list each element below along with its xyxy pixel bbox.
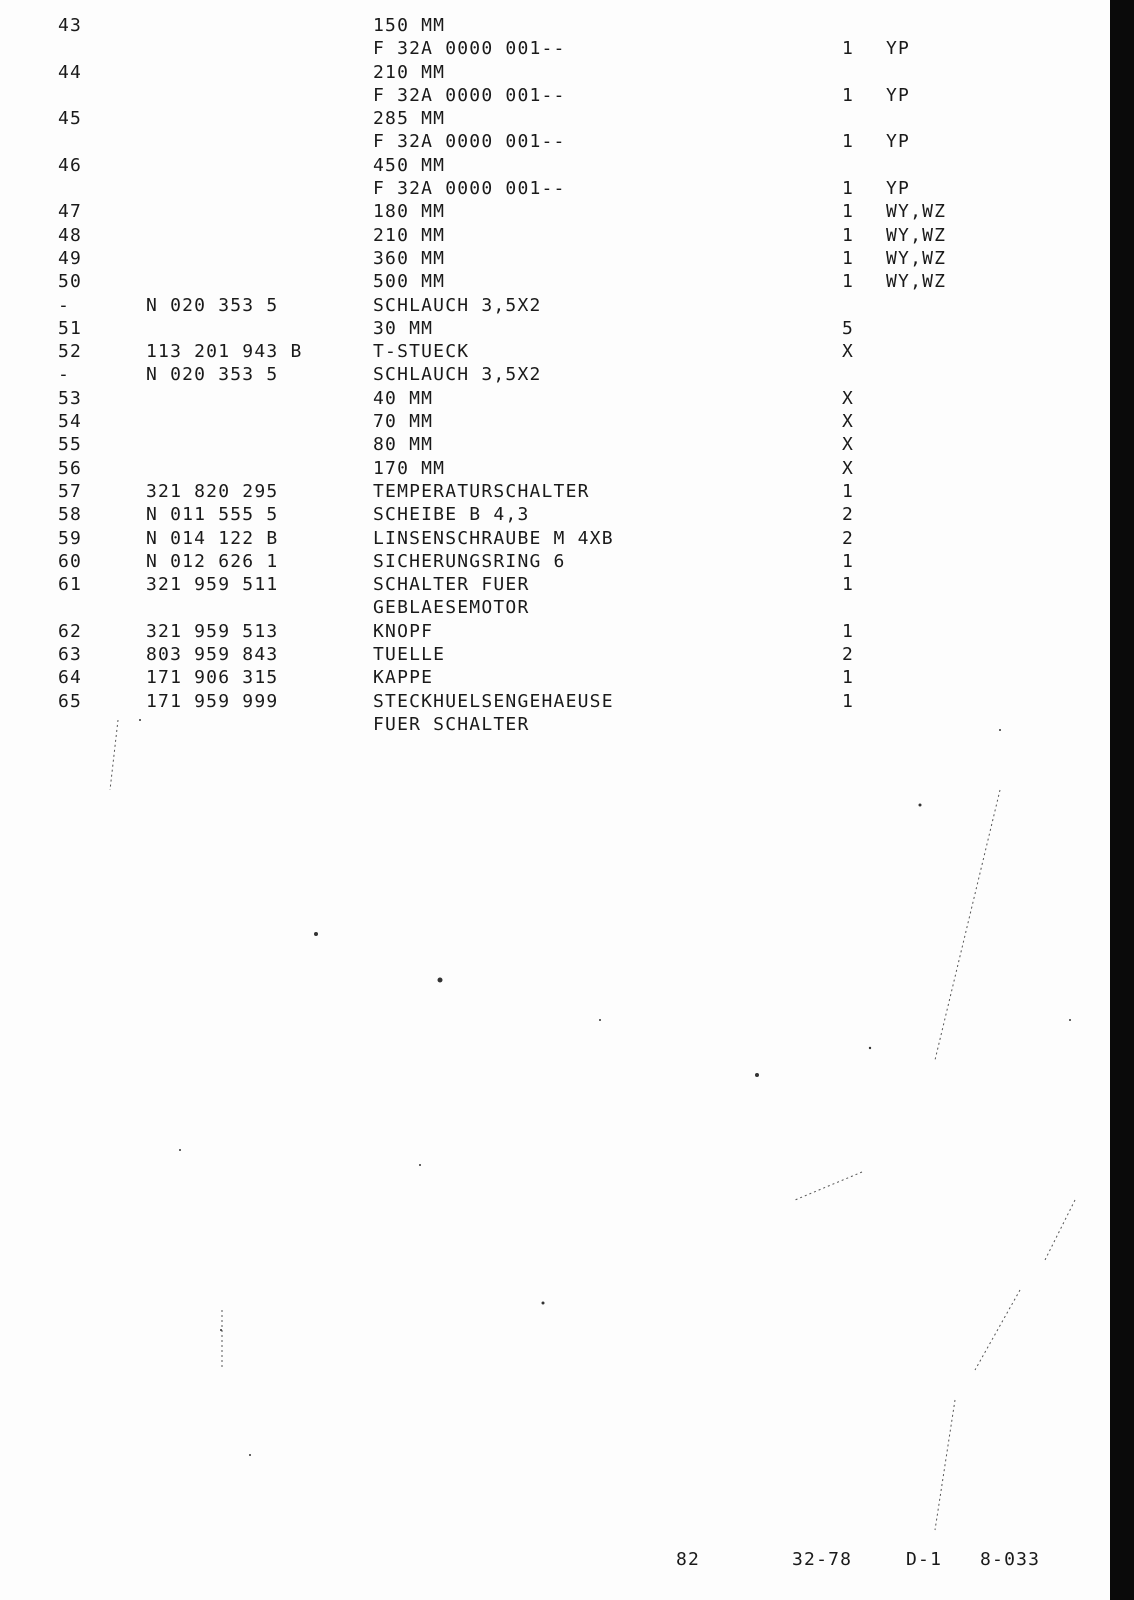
position-number: 51 [58, 317, 83, 339]
parts-row [0, 690, 1100, 713]
position-number: 58 [58, 504, 83, 526]
quantity: 1 [842, 131, 855, 153]
part-description: 70 MM [373, 411, 434, 433]
quantity: 1 [842, 247, 855, 269]
quantity: 5 [842, 317, 855, 339]
footer-edition: D-1 [906, 1549, 943, 1570]
part-number: 321 820 295 [146, 480, 279, 502]
parts-row [0, 503, 1100, 526]
part-description: TEMPERATURSCHALTER [373, 480, 590, 502]
part-description: 180 MM [373, 201, 446, 223]
position-number: 62 [58, 620, 83, 642]
part-description: 285 MM [373, 108, 446, 130]
part-number: 321 959 511 [146, 574, 279, 596]
part-description: 40 MM [373, 387, 434, 409]
parts-row [0, 596, 1100, 619]
part-number: N 011 555 5 [146, 504, 279, 526]
part-description: 500 MM [373, 271, 446, 293]
parts-row [0, 573, 1100, 596]
position-number: 52 [58, 341, 83, 363]
quantity: X [842, 387, 855, 409]
part-description: F 32A 0000 001-- [373, 38, 566, 60]
position-number: 63 [58, 644, 83, 666]
quantity: 1 [842, 84, 855, 106]
quantity: 1 [842, 224, 855, 246]
part-description: KNOPF [373, 620, 434, 642]
position-number: 54 [58, 411, 83, 433]
quantity: 2 [842, 527, 855, 549]
parts-row [0, 433, 1100, 456]
parts-row [0, 480, 1100, 503]
position-number: 45 [58, 108, 83, 130]
footer-page-number: 82 [676, 1549, 701, 1570]
part-description: 210 MM [373, 61, 446, 83]
model-code: YP [886, 38, 911, 60]
parts-row [0, 340, 1100, 363]
parts-row [0, 294, 1100, 317]
position-number: 48 [58, 224, 83, 246]
quantity: 1 [842, 201, 855, 223]
part-description: 150 MM [373, 15, 446, 36]
parts-row [0, 14, 1100, 37]
model-code: YP [886, 131, 911, 153]
page-footer [0, 1548, 1100, 1572]
model-code: YP [886, 84, 911, 106]
part-description: FUER SCHALTER [373, 713, 530, 735]
part-description: SCHEIBE B 4,3 [373, 504, 530, 526]
position-number: 56 [58, 457, 83, 479]
parts-row [0, 363, 1100, 386]
parts-row [0, 130, 1100, 153]
part-description: KAPPE [373, 667, 434, 689]
parts-row [0, 527, 1100, 550]
parts-row [0, 410, 1100, 433]
part-description: 30 MM [373, 317, 434, 339]
model-code: WY,WZ [886, 201, 947, 223]
part-number: N 014 122 B [146, 527, 279, 549]
quantity: 1 [842, 690, 855, 712]
model-code: WY,WZ [886, 247, 947, 269]
parts-row [0, 270, 1100, 293]
parts-row [0, 387, 1100, 410]
part-description: SCHLAUCH 3,5X2 [373, 364, 542, 386]
model-code: WY,WZ [886, 271, 947, 293]
part-description: 450 MM [373, 154, 446, 176]
part-description: GEBLAESEMOTOR [373, 597, 530, 619]
parts-row [0, 224, 1100, 247]
quantity: 1 [842, 38, 855, 60]
quantity: 1 [842, 667, 855, 689]
part-number: N 020 353 5 [146, 294, 279, 316]
position-number: 49 [58, 247, 83, 269]
quantity: X [842, 434, 855, 456]
part-number: N 012 626 1 [146, 550, 279, 572]
quantity: 1 [842, 574, 855, 596]
parts-row [0, 177, 1100, 200]
position-number: - [58, 294, 71, 316]
part-description: F 32A 0000 001-- [373, 84, 566, 106]
parts-row [0, 550, 1100, 573]
position-number: 55 [58, 434, 83, 456]
position-number: 44 [58, 61, 83, 83]
parts-row [0, 107, 1100, 130]
position-number: 65 [58, 690, 83, 712]
position-number: 59 [58, 527, 83, 549]
parts-row [0, 200, 1100, 223]
position-number: 53 [58, 387, 83, 409]
part-number: 321 959 513 [146, 620, 279, 642]
position-number: 47 [58, 201, 83, 223]
part-description: 80 MM [373, 434, 434, 456]
model-code: YP [886, 178, 911, 200]
position-number: - [58, 364, 71, 386]
parts-row [0, 666, 1100, 689]
quantity: 1 [842, 178, 855, 200]
part-description: STECKHUELSENGEHAEUSE [373, 690, 614, 712]
model-code: WY,WZ [886, 224, 947, 246]
position-number: 61 [58, 574, 83, 596]
part-number: 113 201 943 B [146, 341, 303, 363]
position-number: 60 [58, 550, 83, 572]
position-number: 46 [58, 154, 83, 176]
part-description: 170 MM [373, 457, 446, 479]
quantity: 2 [842, 504, 855, 526]
part-number: 171 959 999 [146, 690, 279, 712]
position-number: 57 [58, 480, 83, 502]
quantity: 2 [842, 644, 855, 666]
part-description: F 32A 0000 001-- [373, 178, 566, 200]
part-description: 360 MM [373, 247, 446, 269]
scan-edge-bar [1110, 0, 1134, 1600]
quantity: 1 [842, 480, 855, 502]
part-number: N 020 353 5 [146, 364, 279, 386]
quantity: X [842, 411, 855, 433]
part-description: 210 MM [373, 224, 446, 246]
part-description: SICHERUNGSRING 6 [373, 550, 566, 572]
parts-row [0, 457, 1100, 480]
part-description: SCHALTER FUER [373, 574, 530, 596]
parts-row [0, 317, 1100, 340]
parts-row [0, 84, 1100, 107]
parts-row [0, 247, 1100, 270]
position-number: 43 [58, 15, 83, 36]
footer-date: 32-78 [792, 1549, 853, 1570]
quantity: 1 [842, 550, 855, 572]
part-description: LINSENSCHRAUBE M 4XB [373, 527, 614, 549]
quantity: X [842, 457, 855, 479]
quantity: 1 [842, 620, 855, 642]
part-description: TUELLE [373, 644, 446, 666]
quantity: X [842, 341, 855, 363]
parts-row [0, 643, 1100, 666]
quantity: 1 [842, 271, 855, 293]
part-description: SCHLAUCH 3,5X2 [373, 294, 542, 316]
parts-list [0, 14, 1100, 736]
part-description: F 32A 0000 001-- [373, 131, 566, 153]
parts-row [0, 37, 1100, 60]
part-number: 803 959 843 [146, 644, 279, 666]
position-number: 64 [58, 667, 83, 689]
parts-row [0, 154, 1100, 177]
parts-row [0, 620, 1100, 643]
position-number: 50 [58, 271, 83, 293]
parts-row [0, 713, 1100, 736]
footer-reference: 8-033 [980, 1549, 1041, 1570]
parts-row [0, 61, 1100, 84]
part-number: 171 906 315 [146, 667, 279, 689]
part-description: T-STUECK [373, 341, 470, 363]
